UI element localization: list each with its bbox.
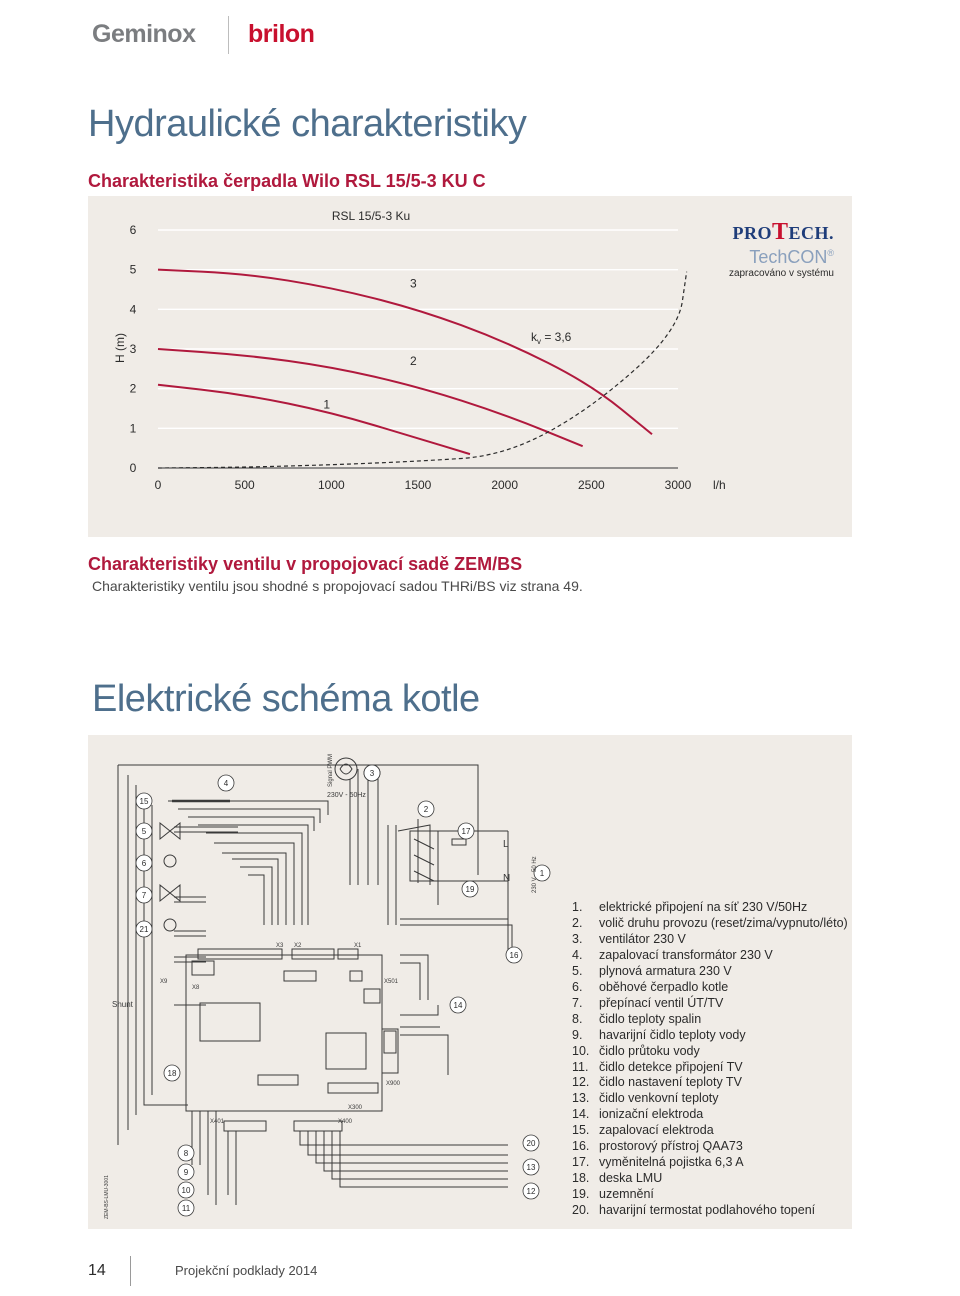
- legend-item: 18. deska LMU: [572, 1171, 663, 1186]
- techcon-product: TechCON®: [749, 247, 834, 267]
- x-tick-label: 2500: [577, 478, 605, 492]
- callout-4: [218, 775, 234, 791]
- svg-text:13: 13: [526, 1163, 536, 1172]
- svg-text:8: 8: [183, 1149, 189, 1158]
- callout-12: [523, 1183, 539, 1199]
- svg-text:2: 2: [423, 805, 429, 814]
- svg-text:3: 3: [369, 769, 375, 778]
- x-axis-label: l/h: [713, 478, 726, 492]
- label-pwm: Signal PWM: [328, 753, 334, 787]
- y-axis-label: H (m): [113, 333, 127, 363]
- x-tick-label: 3000: [664, 478, 692, 492]
- x-tick-label: 0: [154, 478, 162, 492]
- callout-10: [178, 1182, 194, 1198]
- callout-17: [458, 823, 474, 839]
- svg-text:9: 9: [183, 1168, 189, 1177]
- legend-item: 3. ventilátor 230 V: [572, 931, 686, 946]
- legend-item: 16. prostorový přístroj QAA73: [572, 1139, 743, 1154]
- legend-item: 1. elektrické připojení na síť 230 V/50Hz: [572, 900, 808, 914]
- legend-item: 19. uzemnění: [572, 1187, 654, 1202]
- callout-11: [178, 1200, 194, 1216]
- logo-divider: [228, 16, 229, 54]
- wiring-legend: [572, 900, 848, 1219]
- svg-text:21: 21: [139, 925, 149, 934]
- svg-text:14: 14: [453, 1001, 463, 1010]
- series-line-4: [158, 272, 687, 468]
- y-tick-label: 6: [129, 223, 137, 237]
- protech-tagline: zapracováno v systému: [728, 268, 834, 279]
- y-tick-label: 0: [129, 461, 137, 475]
- svg-text:12: 12: [526, 1187, 536, 1196]
- callout-8: [178, 1145, 194, 1161]
- kv-label: $k_v = 3,6$: [531, 330, 572, 346]
- legend-item: 4. zapalovací transformátor 230 V: [572, 947, 773, 962]
- svg-text:5: 5: [141, 827, 147, 836]
- protech-logo: [714, 219, 834, 281]
- legend-item: 14. ionizační elektroda: [572, 1107, 704, 1122]
- callout-20: [523, 1135, 539, 1151]
- legend-item: 13. čidlo venkovní teploty: [572, 1091, 719, 1106]
- geminox-logo: Geminox: [92, 20, 196, 48]
- label-x9: X9: [160, 979, 168, 985]
- callout-18: [164, 1065, 180, 1081]
- footer-text: Projekční podklady 2014: [175, 1263, 318, 1278]
- callout-2: [418, 801, 434, 817]
- legend-item: 2. volič druhu provozu (reset/zima/vypnuto/léto): [572, 915, 848, 930]
- chart-title: RSL 15/5-3 Ku: [331, 209, 411, 223]
- y-tick-label: 1: [129, 421, 137, 436]
- svg-text:16: 16: [509, 951, 519, 960]
- y-tick-label: 2: [129, 381, 137, 396]
- doc-code: ZEM-BS-LMU-3001: [104, 1175, 110, 1219]
- curve-label-2: 2: [410, 353, 417, 368]
- curve-label-1: 1: [323, 397, 331, 412]
- x-tick-label: 500: [234, 478, 255, 492]
- svg-text:11: 11: [181, 1204, 191, 1213]
- label-x900: X900: [386, 1081, 401, 1087]
- label-shunt: Shunt: [112, 1000, 133, 1009]
- label-x300: X300: [348, 1105, 363, 1111]
- label-x1: X1: [354, 943, 362, 949]
- svg-text:1: 1: [539, 869, 545, 878]
- legend-item: 8. čidlo teploty spalin: [572, 1011, 702, 1026]
- label-x3: X3: [276, 943, 284, 949]
- label-x400: X400: [338, 1119, 353, 1125]
- valve-heading: Charakteristiky ventilu v propojovací sadě ZEM/BS: [88, 554, 523, 574]
- callout-13: [523, 1159, 539, 1175]
- label-x401: X401: [210, 1119, 225, 1125]
- svg-text:17: 17: [461, 827, 471, 836]
- svg-text:19: 19: [465, 885, 475, 894]
- x-tick-label: 2000: [491, 478, 519, 492]
- callout-21: [136, 921, 152, 937]
- page-number: 14: [88, 1262, 106, 1279]
- callout-19: [462, 881, 478, 897]
- label-supply: 230 V - 50 Hz: [532, 856, 538, 893]
- legend-item: 17. vyměnitelná pojistka 6,3 A: [572, 1155, 744, 1170]
- legend-item: 5. plynová armatura 230 V: [572, 963, 732, 978]
- label-N: N: [503, 873, 511, 884]
- svg-text:10: 10: [181, 1186, 191, 1195]
- legend-item: 7. přepínací ventil ÚT/TV: [572, 995, 724, 1010]
- svg-text:6: 6: [141, 859, 147, 868]
- x-tick-label: 1500: [404, 478, 432, 492]
- y-tick-label: 3: [129, 342, 137, 356]
- legend-item: 20. havarijní termostat podlahového topení: [572, 1203, 816, 1218]
- label-L: L: [503, 839, 509, 850]
- label-x8: X8: [192, 985, 200, 991]
- svg-text:7: 7: [141, 891, 147, 900]
- svg-text:4: 4: [223, 779, 229, 788]
- callout-16: [506, 947, 522, 963]
- svg-text:15: 15: [139, 797, 149, 806]
- valve-text: Charakteristiky ventilu jsou shodné s propojovací sadou THRi/BS viz strana 49.: [92, 578, 583, 594]
- callout-14: [450, 997, 466, 1013]
- callout-9: [178, 1164, 194, 1180]
- legend-item: 15. zapalovací elektroda: [572, 1123, 714, 1138]
- page-title-hydraulic: Hydraulické charakteristiky: [88, 103, 527, 145]
- y-tick-label: 4: [129, 302, 137, 317]
- footer-divider: [130, 1256, 131, 1286]
- curve-label-3: 3: [410, 276, 417, 291]
- svg-text:20: 20: [526, 1139, 536, 1148]
- label-x501: X501: [384, 979, 399, 985]
- svg-text:18: 18: [167, 1069, 177, 1078]
- pump-chart-heading: Charakteristika čerpadla Wilo RSL 15/5-3 KU C: [88, 171, 486, 191]
- callout-3: [364, 765, 380, 781]
- x-tick-label: 1000: [317, 478, 345, 492]
- label-x2: X2: [294, 943, 302, 949]
- label-230v: 230V - 50Hz: [327, 792, 366, 799]
- legend-item: 11. čidlo detekce připojení TV: [572, 1059, 743, 1074]
- page-title-electric: Elektrické schéma kotle: [92, 678, 480, 720]
- callout-15: [136, 793, 152, 809]
- legend-item: 12. čidlo nastavení teploty TV: [572, 1075, 742, 1090]
- series-line-3: [158, 270, 652, 435]
- legend-item: 6. oběhové čerpadlo kotle: [572, 979, 729, 994]
- callout-6: [136, 855, 152, 871]
- legend-item: 10. čidlo průtoku vody: [572, 1043, 700, 1058]
- callout-7: [136, 887, 152, 903]
- callout-5: [136, 823, 152, 839]
- y-tick-label: 5: [129, 262, 137, 277]
- pump-chart-panel: [88, 196, 852, 537]
- series-line-2: [158, 349, 583, 446]
- legend-item: 9. havarijní čidlo teploty vody: [572, 1027, 746, 1042]
- series-line-1: [158, 385, 470, 454]
- protech-brand: PROTECH.: [732, 219, 834, 245]
- brilon-logo: brilon: [248, 20, 315, 48]
